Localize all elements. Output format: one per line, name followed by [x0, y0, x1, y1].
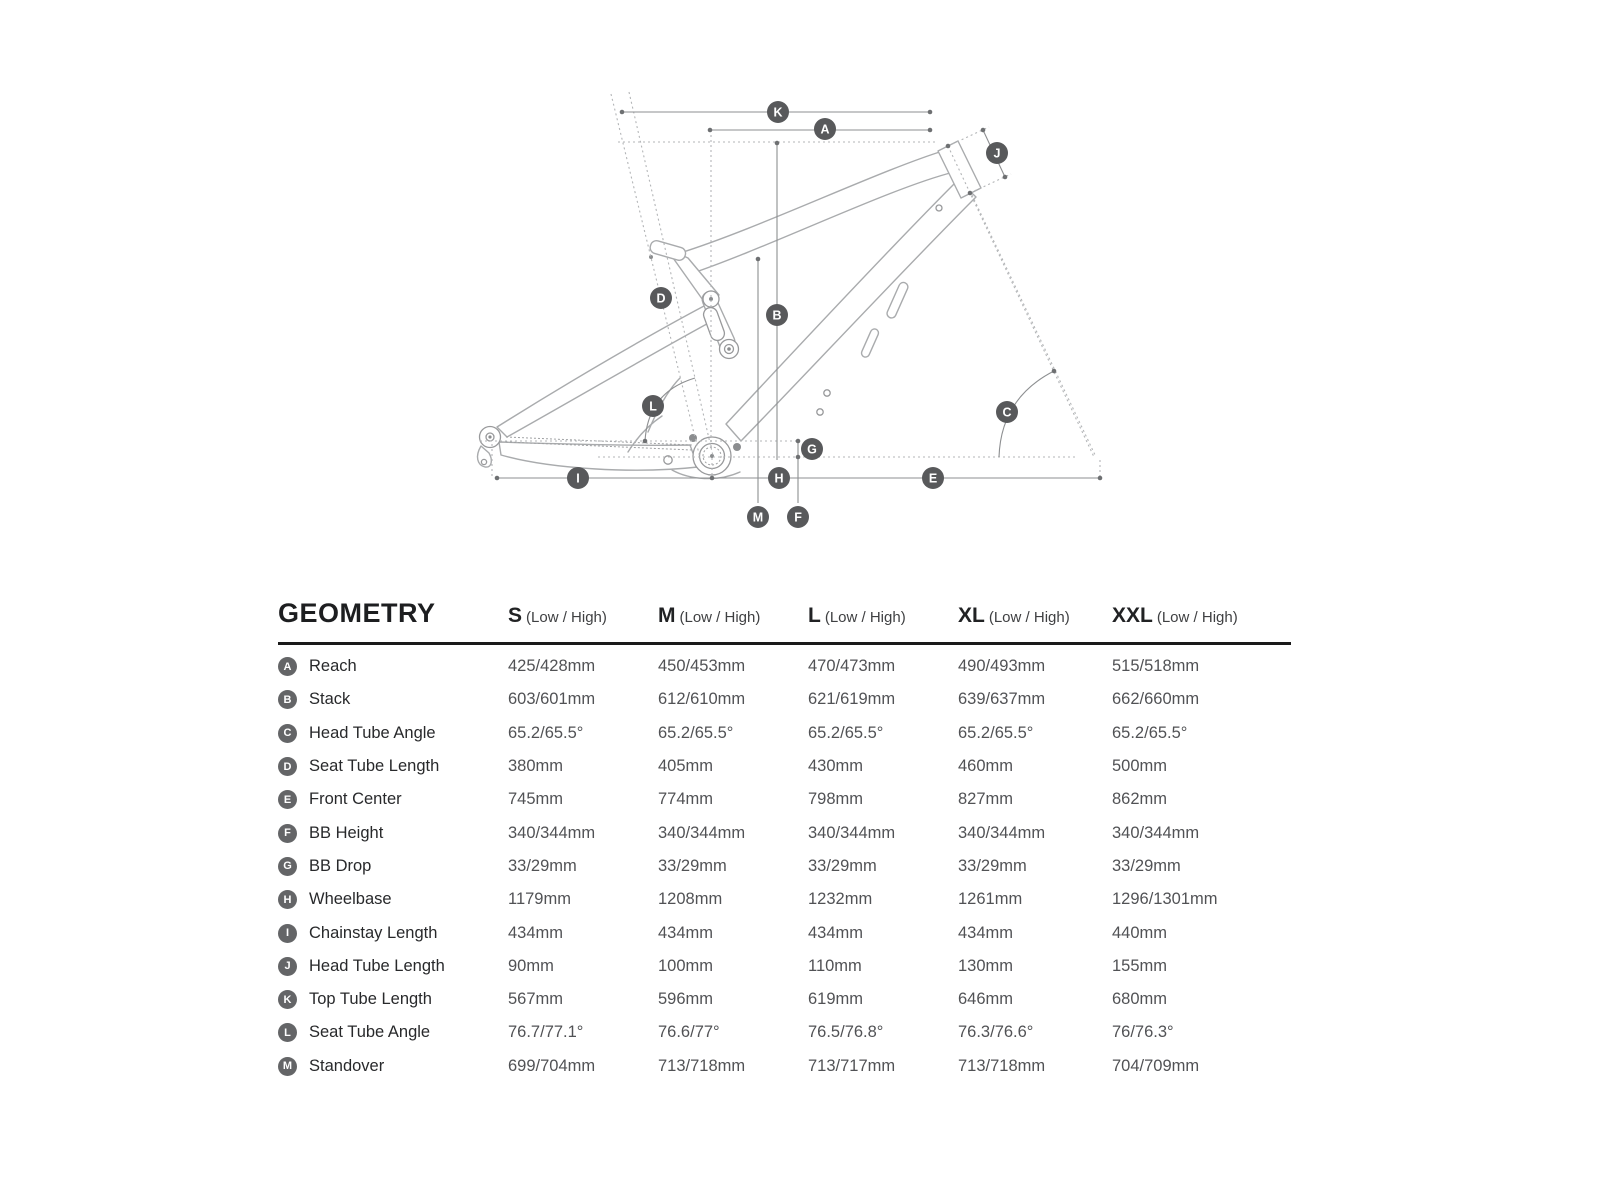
table-row-head-tube-length: J Head Tube Length 90mm 100mm 110mm 130mm 155mm	[278, 950, 1291, 983]
svg-text:D: D	[656, 291, 666, 306]
table-row-bb-drop: G BB Drop 33/29mm 33/29mm 33/29mm 33/29mm 33/29mm	[278, 850, 1291, 883]
row-badge: J	[278, 957, 297, 976]
row-badge: G	[278, 857, 297, 876]
svg-text:L: L	[649, 399, 657, 414]
bike-frame-drawing	[478, 141, 981, 479]
marker-b	[766, 304, 788, 326]
row-label: Front Center	[309, 790, 402, 809]
row-badge: B	[278, 690, 297, 709]
table-row-wheelbase: H Wheelbase 1179mm 1208mm 1232mm 1261mm 1296/1301mm	[278, 883, 1291, 916]
row-badge: L	[278, 1023, 297, 1042]
svg-text:F: F	[794, 510, 802, 525]
row-badge: A	[278, 657, 297, 676]
marker-e	[922, 467, 944, 489]
svg-text:E: E	[928, 471, 938, 486]
svg-text:K: K	[773, 105, 783, 120]
svg-text:H: H	[774, 471, 784, 486]
row-label: Top Tube Length	[309, 990, 432, 1009]
bike-diagram-svg	[0, 0, 1600, 560]
head-tube-extension-line	[972, 195, 1096, 457]
row-badge: D	[278, 757, 297, 776]
row-label: Head Tube Angle	[309, 723, 436, 742]
marker-c	[996, 401, 1018, 423]
column-header-s: S (Low / High)	[508, 604, 607, 627]
row-badge: M	[278, 1057, 297, 1076]
table-header	[278, 598, 1291, 645]
table-row-bb-height: F BB Height 340/344mm 340/344mm 340/344mm 340/344mm 340/344mm	[278, 816, 1291, 849]
marker-d	[650, 287, 672, 309]
svg-text:M: M	[752, 510, 764, 525]
marker-k	[767, 101, 789, 123]
row-badge: H	[278, 890, 297, 909]
marker-j	[986, 142, 1008, 164]
column-header-xxl: XXL (Low / High)	[1112, 604, 1238, 627]
row-badge: K	[278, 990, 297, 1009]
row-label: Seat Tube Length	[309, 757, 440, 776]
row-label: Head Tube Length	[309, 956, 445, 975]
marker-f	[787, 506, 809, 528]
table-row-seat-tube-angle: L Seat Tube Angle 76.7/77.1° 76.6/77° 76.5/76.8° 76.3/76.6° 76/76.3°	[278, 1016, 1291, 1049]
table-row-reach: A Reach 425/428mm 450/453mm 470/473mm 490/493mm 515/518mm	[278, 650, 1291, 683]
table-row-stack: B Stack 603/601mm 612/610mm 621/619mm 639/637mm 662/660mm	[278, 683, 1291, 716]
column-header-xl: XL (Low / High)	[958, 604, 1070, 627]
marker-h	[768, 467, 790, 489]
row-label: BB Drop	[309, 856, 372, 875]
svg-text:I: I	[576, 471, 580, 486]
row-badge: C	[278, 724, 297, 743]
svg-text:J: J	[993, 146, 1001, 161]
table-row-front-center: E Front Center 745mm 774mm 798mm 827mm 862mm	[278, 783, 1291, 816]
row-label: Seat Tube Angle	[309, 1023, 431, 1042]
row-label: Standover	[309, 1056, 385, 1075]
marker-m	[747, 506, 769, 528]
row-badge: E	[278, 790, 297, 809]
row-label: Chainstay Length	[309, 923, 438, 942]
table-row-top-tube-length: K Top Tube Length 567mm 596mm 619mm 646mm 680mm	[278, 983, 1291, 1016]
row-label: Stack	[309, 690, 351, 709]
column-header-m: M (Low / High)	[658, 604, 761, 627]
marker-g	[801, 438, 823, 460]
table-row-head-tube-angle: C Head Tube Angle 65.2/65.5° 65.2/65.5° 65.2/65.5° 65.2/65.5° 65.2/65.5°	[278, 717, 1291, 750]
table-row-seat-tube-length: D Seat Tube Length 380mm 405mm 430mm 460mm 500mm	[278, 750, 1291, 783]
row-badge: F	[278, 824, 297, 843]
table-body	[278, 645, 1291, 1083]
table-row-standover: M Standover 699/704mm 713/718mm 713/717mm 713/718mm 704/709mm	[278, 1050, 1291, 1083]
geometry-table	[278, 598, 1291, 1083]
svg-text:A: A	[820, 122, 830, 137]
svg-text:G: G	[807, 442, 817, 457]
row-label: Reach	[309, 657, 357, 676]
dimension-lines	[480, 92, 1102, 503]
column-header-l: L (Low / High)	[808, 604, 906, 627]
geometry-diagram	[0, 0, 1600, 560]
marker-i	[567, 467, 589, 489]
marker-a	[814, 118, 836, 140]
svg-text:B: B	[772, 308, 782, 323]
row-label: Wheelbase	[309, 890, 392, 909]
svg-text:C: C	[1002, 405, 1012, 420]
row-label: BB Height	[309, 823, 384, 842]
table-row-chainstay-length: I Chainstay Length 434mm 434mm 434mm 434mm 440mm	[278, 916, 1291, 949]
row-badge: I	[278, 924, 297, 943]
table-title: GEOMETRY	[278, 598, 436, 628]
marker-l	[642, 395, 664, 417]
